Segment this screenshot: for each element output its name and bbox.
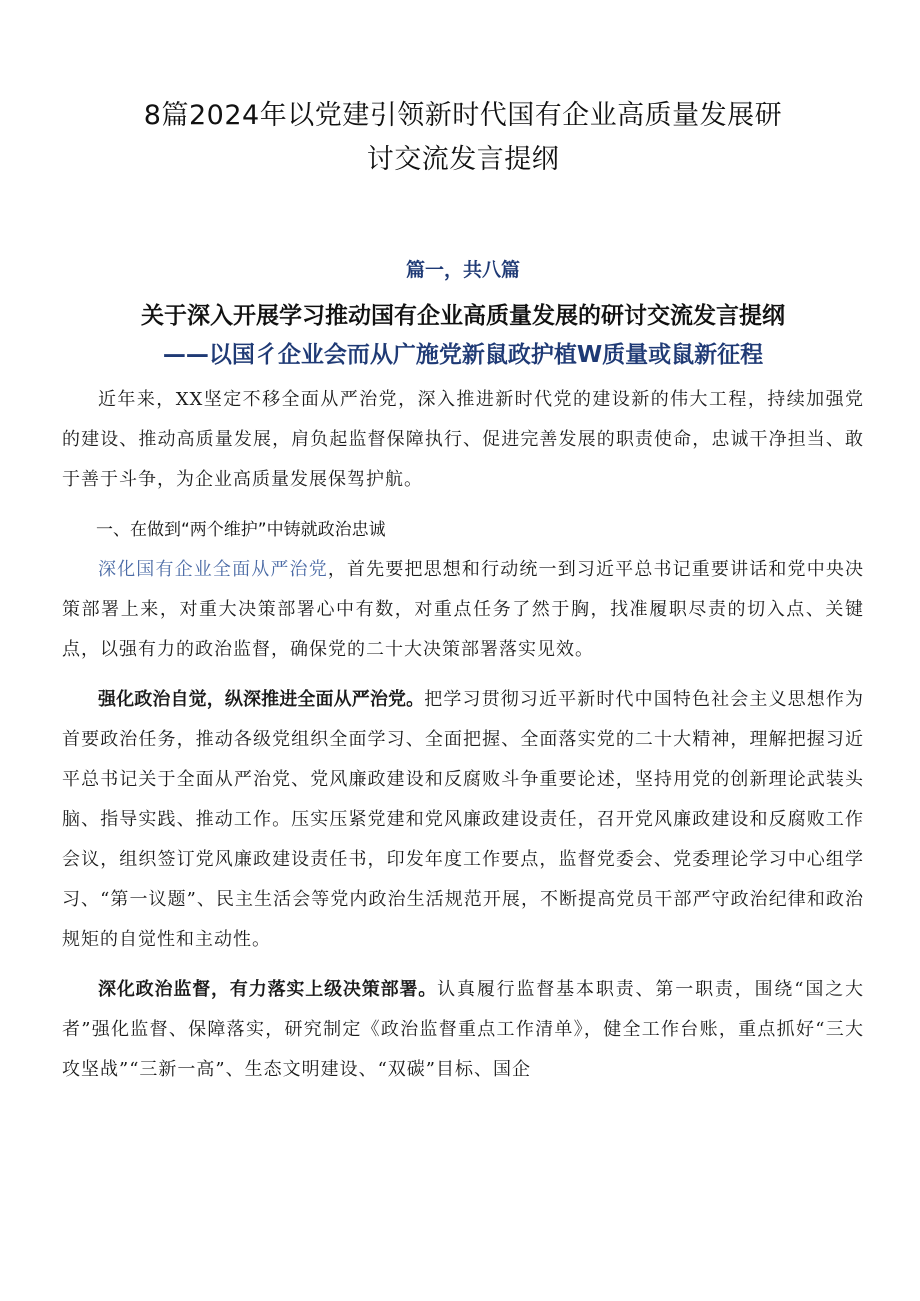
paragraph-1-text: ，首先要把思想和行动统一到习近平总书记重要讲话和党中央决策部署上来，对重大决策部署心中有数，对重点任务了然于胸，找准履职尽责的切入点、关键点，以强有力的政治监督，确保党的二十大决策部署落实见效。 (62, 559, 865, 660)
section-heading-1: 一、在做到“两个维护”中铸就政治忠诚 (96, 520, 386, 540)
document-title (62, 0, 864, 182)
section-label: 篇一，共八篇 (405, 259, 520, 281)
paragraph-3-text: 认真履行监督基本职责、第一职责，围绕“国之大者”强化监督、保障落实，研究制定《政治监督重点工作清单》，健全工作台账，重点抓好“三大攻坚战”“三新一高”、生态文明建设、“双碳”目标、国企 (62, 979, 865, 1080)
paragraph-2 (62, 680, 864, 960)
paragraph-1 (62, 550, 864, 670)
article-subtitle: ——以国彳企业会而从广施党新鼠政护植W质量或鼠新征程 (162, 342, 764, 368)
paragraph-3 (62, 970, 864, 1090)
document-title-line-2: 讨交流发言提纲 (366, 144, 560, 175)
intro-paragraph: 近年来，XX坚定不移全面从严治党，深入推进新时代党的建设新的伟大工程，持续加强党的建设、推动高质量发展，肩负起监督保障执行、促进完善发展的职责使命，忠诚干净担当、敢于善于斗争，为企业高质量发展保驾护航。 (62, 389, 864, 490)
paragraph-1-accent-text: 深化国有企业全面从严治党 (98, 559, 328, 580)
paragraph-3-lead: 深化政治监督，有力落实上级决策部署。 (98, 979, 438, 1000)
paragraph-2-lead: 强化政治自觉，纵深推进全面从严治党。 (98, 689, 425, 710)
document-title-line-1: 8篇2024年以党建引领新时代国有企业高质量发展研 (143, 100, 783, 131)
article-title: 关于深入开展学习推动国有企业高质量发展的研讨交流发言提纲 (141, 303, 785, 329)
paragraph-2-text: 把学习贯彻习近平新时代中国特色社会主义思想作为首要政治任务，推动各级党组织全面学习、全面把握、全面落实党的二十大精神，理解把握习近平总书记关于全面从严治党、党风廉政建设和反腐败斗争重要论述，坚持用党的创新理论武装头脑、指导实践、推动工作。压实压紧党建和党风廉政建设责任，召开党风廉政建设和反腐败工作会议，组织签订党风廉政建设责任书，印发年度工作要点，监督党委会、党委理论学习中心组学习、“第一议题”、民主生活会等党内政治生活规范开展，不断提高党员干部严守政治纪律和政治规矩的自觉性和主动性。 (62, 689, 864, 950)
